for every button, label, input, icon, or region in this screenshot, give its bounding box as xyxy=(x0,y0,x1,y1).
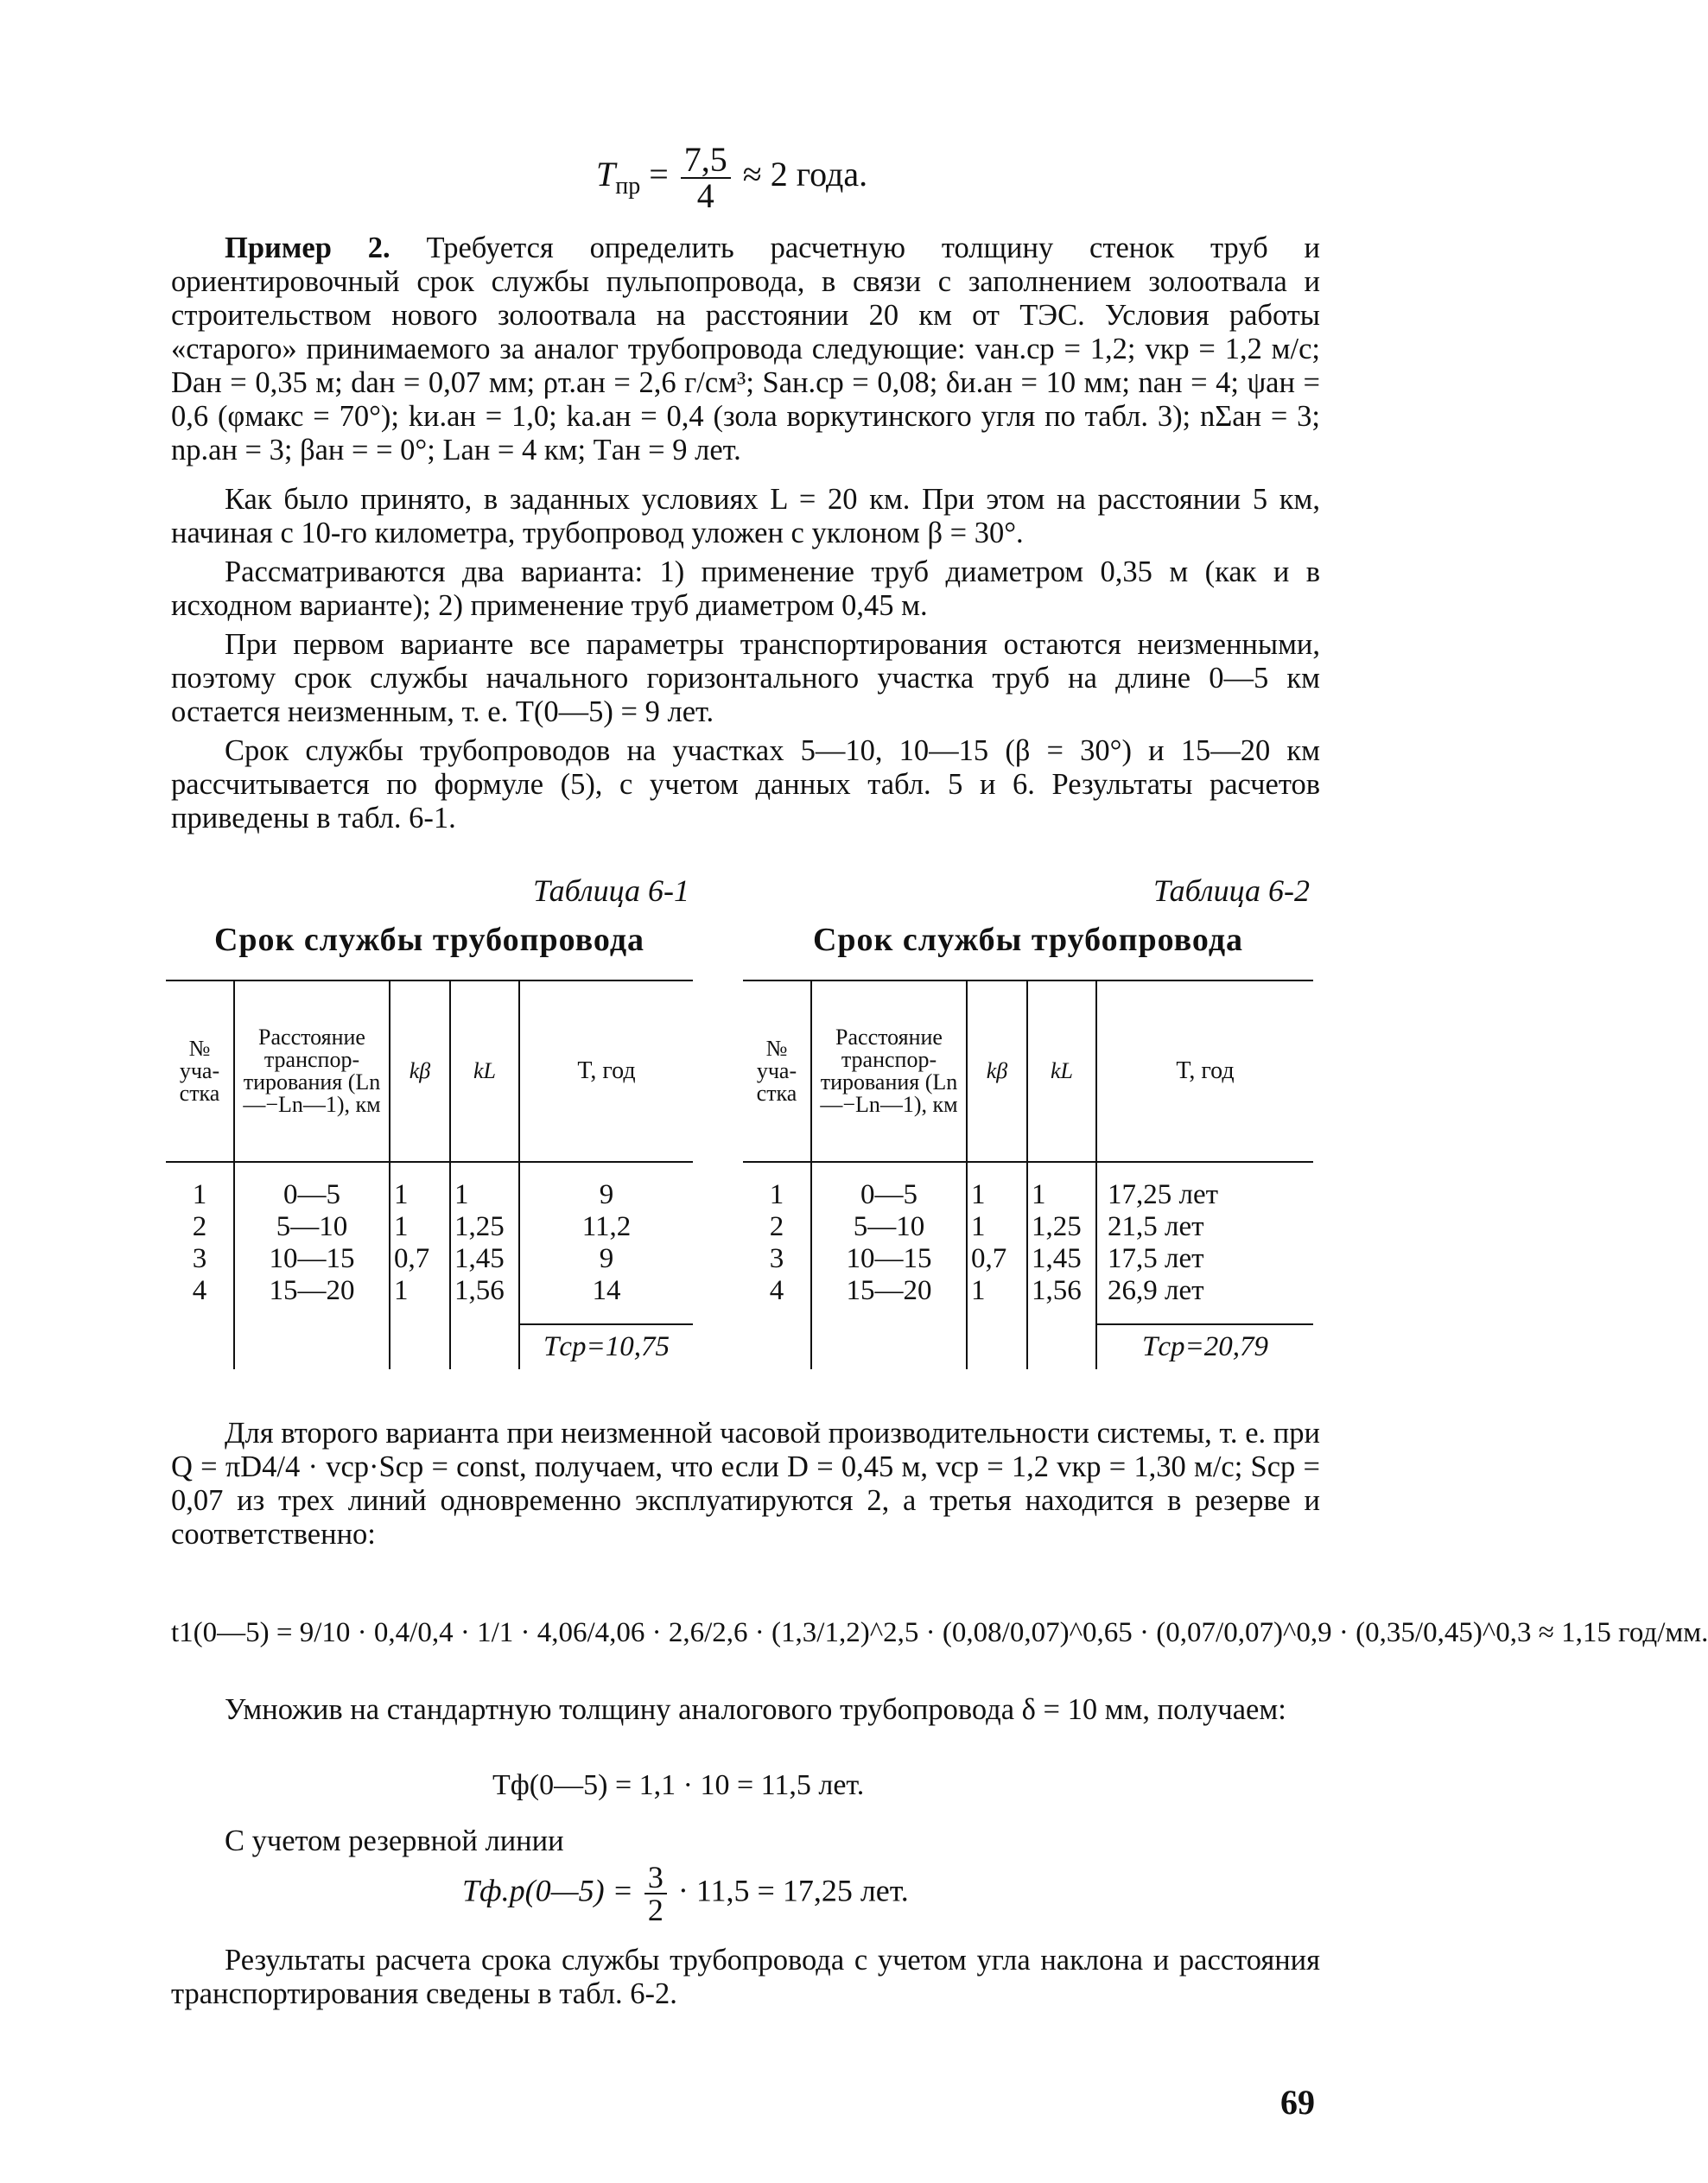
formula-top-den: 4 xyxy=(681,177,731,213)
example-label: Пример 2. xyxy=(225,232,390,264)
formula-tfr-num: 3 xyxy=(647,1860,664,1894)
header-t: T, год xyxy=(1176,1057,1235,1084)
cell: 0,7 xyxy=(390,1243,450,1275)
formula-top-num: 7,5 xyxy=(683,140,727,179)
cell: 4 xyxy=(166,1275,234,1307)
formula-tf: Tф(0—5) = 1,1 · 10 = 11,5 лет. xyxy=(492,1769,865,1801)
cell: 1 xyxy=(967,1179,1027,1211)
table-6-1 xyxy=(166,873,693,1369)
header-kl: kL xyxy=(450,980,519,1162)
cell: 5—10 xyxy=(234,1211,390,1243)
cell: 1 xyxy=(390,1179,450,1211)
cell: 4 xyxy=(743,1275,811,1307)
paragraph-8: С учетом резервной линии xyxy=(225,1824,564,1857)
table-6-2-grid xyxy=(743,980,1313,1369)
cell: 1,25 xyxy=(450,1211,519,1243)
table-6-2 xyxy=(743,873,1313,1369)
example-text: Требуется определить расчетную толщину стенок труб и ориентировочный срок службы пульпопровода, в связи с заполнением золоотвала и строительством нового золоотвала на расстоянии 20 км от ТЭС. Условия работы «старого» принимаемого за аналог трубопровода следующие: vан.ср = 1,2; vкр = 1,2 м/с; Dан = 0,35 м; dан = 0,07 мм; ρт.ан = 2,6 г/см³; Sан.ср = 0,08; δи.ан = 10 мм; nан = 4; ψан = 0,6 (φмакс = 70°); kи.ан = 1,0; kа.ан = 0,4 (зола воркутинского угля по табл. 3); nΣан = 3; nр.ан = 3; βан = = 0°; Lан = 4 км; Tан = 9 лет. xyxy=(171,232,1320,466)
table-6-1-header-row xyxy=(166,980,693,1162)
table-row xyxy=(743,1179,1313,1211)
header-distance: Расстояние транспор-тирования (Ln—−Ln—1), км xyxy=(234,980,390,1162)
cell: 21,5 лет xyxy=(1108,1211,1204,1242)
cell: 0—5 xyxy=(234,1179,390,1211)
table-6-2-average: Tср=20,79 xyxy=(1096,1324,1313,1369)
cell: 1,45 xyxy=(450,1243,519,1275)
header-kb: kβ xyxy=(967,980,1027,1162)
cell: 0—5 xyxy=(811,1179,967,1211)
table-avg-row xyxy=(166,1324,693,1369)
formula-top-rhs: ≈ 2 года. xyxy=(742,155,868,194)
table-row xyxy=(166,1179,693,1211)
header-kl: kL xyxy=(1027,980,1096,1162)
cell: 1 xyxy=(390,1211,450,1243)
formula-tfr-den: 2 xyxy=(644,1893,667,1926)
paragraph-2: Как было принято, в заданных условиях L = 20 км. При этом на расстоянии 5 км, начиная с 10-го километра, трубопровод уложен с уклоном β = 30°. xyxy=(171,483,1320,549)
cell: 1 xyxy=(743,1179,811,1211)
cell: 5—10 xyxy=(811,1211,967,1243)
header-t: T, год xyxy=(577,1057,636,1084)
table-6-1-title: Срок службы трубопровода xyxy=(213,922,645,958)
header-distance: Расстояние транспор-тирования (Ln—−Ln—1), км xyxy=(811,980,967,1162)
table-row xyxy=(166,1211,693,1243)
cell: 10—15 xyxy=(234,1243,390,1275)
header-num: № уча-стка xyxy=(743,980,811,1162)
cell: 17,25 лет xyxy=(1108,1179,1219,1210)
cell: 3 xyxy=(166,1243,234,1275)
formula-tfr-fraction xyxy=(644,1862,667,1926)
cell: 1 xyxy=(166,1179,234,1211)
cell: 14 xyxy=(592,1275,621,1306)
table-6-1-average: Tср=10,75 xyxy=(519,1324,693,1369)
cell: 10—15 xyxy=(811,1243,967,1275)
paragraph-9: Результаты расчета срока службы трубопровода с учетом угла наклона и расстояния транспортирования сведены в табл. 6-2. xyxy=(171,1944,1320,2010)
header-kb: kβ xyxy=(390,980,450,1162)
paragraph-3: Рассматриваются два варианта: 1) применение труб диаметром 0,35 м (как и в исходном варианте); 2) применение труб диаметром 0,45 м. xyxy=(171,555,1320,622)
cell: 3 xyxy=(743,1243,811,1275)
table-6-1-grid xyxy=(166,980,693,1369)
cell: 1,45 xyxy=(1027,1243,1096,1275)
cell: 2 xyxy=(743,1211,811,1243)
formula-tfr-rhs: · 11,5 = 17,25 лет. xyxy=(677,1873,909,1908)
cell: 1,56 xyxy=(450,1275,519,1307)
paragraph-4: При первом варианте все параметры транспортирования остаются неизменными, поэтому срок службы начального горизонтального участка труб на длине 0—5 км остается неизменным, т. е. T(0—5) = 9 лет. xyxy=(171,628,1320,728)
cell: 1 xyxy=(967,1275,1027,1307)
formula-tfr-lhs: Tф.р(0—5) = xyxy=(462,1873,633,1908)
paragraph-example xyxy=(171,232,1320,467)
cell: 9 xyxy=(599,1179,614,1210)
paragraph-5: Срок службы трубопроводов на участках 5—10, 10—15 (β = 30°) и 15—20 км рассчитывается по формуле (5), с учетом данных табл. 5 и 6. Результаты расчетов приведены в табл. 6-1. xyxy=(171,734,1320,834)
cell: 9 xyxy=(599,1243,614,1274)
formula-top-fraction xyxy=(681,140,731,215)
header-num: № уча-стка xyxy=(166,980,234,1162)
formula-tfr xyxy=(462,1862,909,1926)
cell: 11,2 xyxy=(581,1211,632,1242)
cell: 2 xyxy=(166,1211,234,1243)
table-row xyxy=(166,1275,693,1307)
formula-top-lhs-sub: пр xyxy=(615,173,641,200)
cell: 17,5 лет xyxy=(1108,1243,1204,1274)
table-row xyxy=(166,1243,693,1275)
table-avg-row xyxy=(743,1324,1313,1369)
paragraph-7: Умножив на стандартную толщину аналогового трубопровода δ = 10 мм, получаем: xyxy=(225,1693,1286,1726)
cell: 0,7 xyxy=(967,1243,1027,1275)
cell: 1 xyxy=(1027,1179,1096,1211)
paragraph-6: Для второго варианта при неизменной часовой производительности системы, т. е. при Q = πD4/4 · vср·Sср = const, получаем, что если D = 0,45 м, vср = 1,2 vкр = 1,30 м/с; Sср = 0,07 из трех линий одновременно эксплуатируются 2, а третья находится в резерве и соответственно: xyxy=(171,1417,1320,1551)
table-6-2-caption: Таблица 6-2 xyxy=(1152,873,1310,908)
table-row xyxy=(743,1211,1313,1243)
cell: 26,9 лет xyxy=(1108,1275,1204,1306)
table-6-1-caption: Таблица 6-1 xyxy=(532,873,689,908)
formula-top-lhs: T xyxy=(596,155,616,194)
table-6-2-title: Срок службы трубопровода xyxy=(812,922,1244,958)
table-row xyxy=(743,1275,1313,1307)
cell: 1,56 xyxy=(1027,1275,1096,1307)
table-6-2-header-row xyxy=(743,980,1313,1162)
cell: 1 xyxy=(390,1275,450,1307)
table-row xyxy=(743,1243,1313,1275)
formula-top: $T_{пр}$ = $\frac{7,5}{4}$ ≈ 2 года. xyxy=(596,140,868,215)
formula-t1: t1(0—5) = 9/10 · 0,4/0,4 · 1/1 · 4,06/4,06 · 2,6/2,6 · (1,3/1,2)^2,5 · (0,08/0,07)^0,65 · (0,07/0,07)^0,9 · (0,35/0,45)^0,3 ≈ 1,15 год/мм. xyxy=(171,1617,1708,1648)
cell: 15—20 xyxy=(811,1275,967,1307)
cell: 1,25 xyxy=(1027,1211,1096,1243)
cell: 1 xyxy=(450,1179,519,1211)
cell: 15—20 xyxy=(234,1275,390,1307)
cell: 1 xyxy=(967,1211,1027,1243)
page-number: 69 xyxy=(1280,2083,1315,2122)
